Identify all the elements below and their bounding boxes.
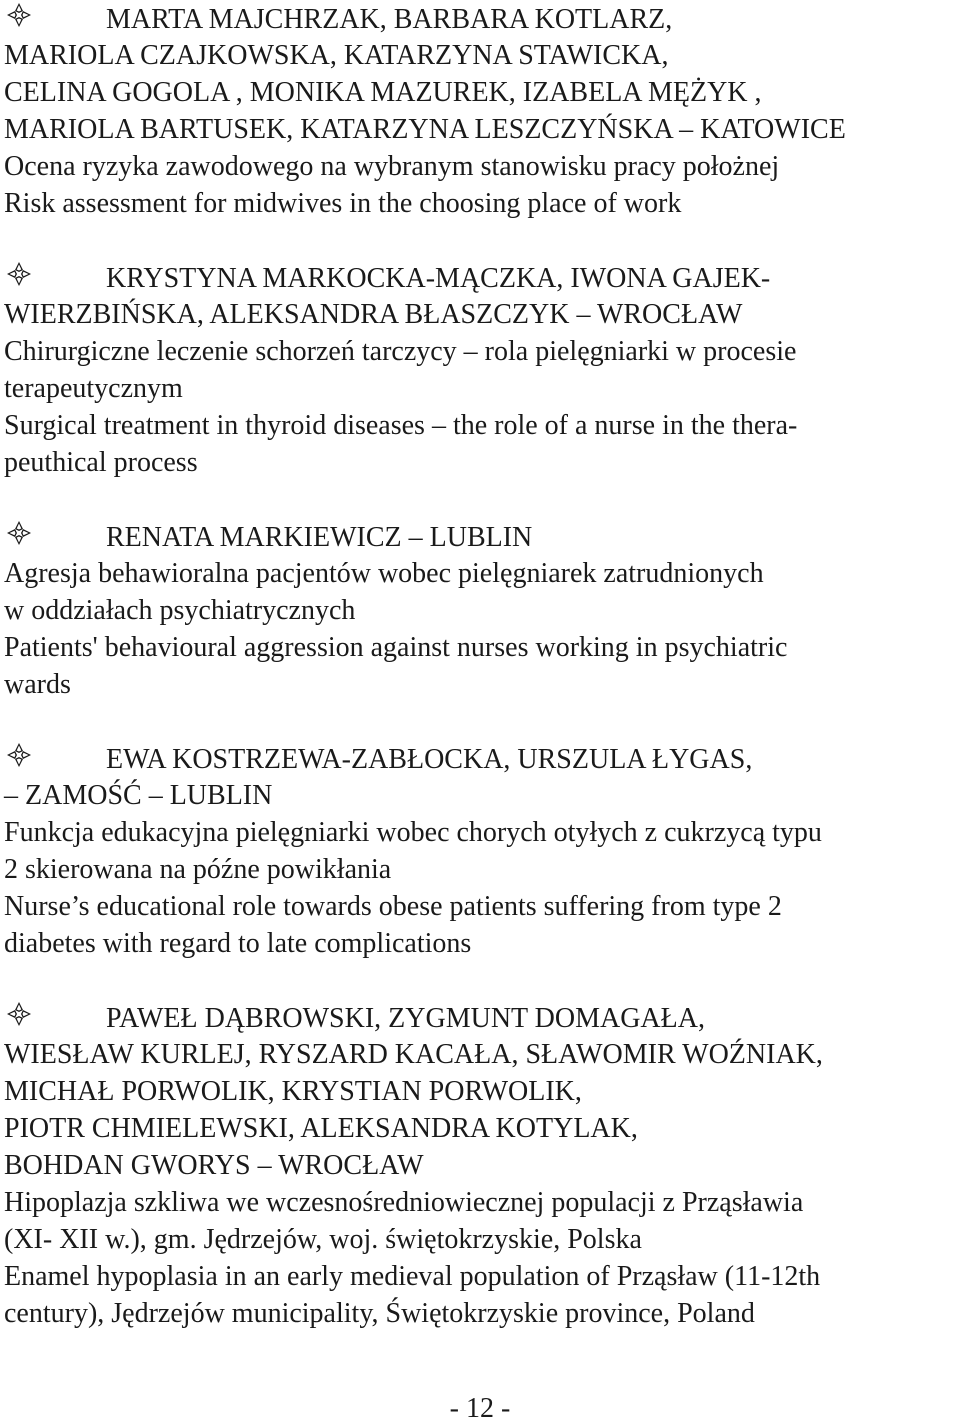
diamond-bullet-icon [4, 999, 34, 1029]
entry-1-authors-line-3: CELINA GOGOLA , MONIKA MAZUREK, IZABELA MĘŻYK , [4, 77, 762, 108]
entry-1-authors-line-2: MARIOLA CZAJKOWSKA, KATARZYNA STAWICKA, [4, 40, 669, 71]
entry-2-title-pl-line-2: terapeutycznym [4, 373, 183, 404]
entry-1-title-en: Risk assessment for midwives in the choosing place of work [4, 188, 682, 219]
diamond-bullet-icon [4, 740, 34, 770]
entry-4-title-pl-line-2: 2 skierowana na późne powikłania [4, 854, 392, 885]
entry-2-authors-line-2: WIERZBIŃSKA, ALEKSANDRA BŁASZCZYK – WROCŁAW [4, 299, 743, 330]
entry-1-title-pl: Ocena ryzyka zawodowego na wybranym stanowisku pracy położnej [4, 151, 780, 182]
entry-2-authors-line-1: KRYSTYNA MARKOCKA-MĄCZKA, IWONA GAJEK- [4, 259, 956, 297]
entry-1-authors-line-1: MARTA MAJCHRZAK, BARBARA KOTLARZ, [4, 0, 956, 38]
entry-2-title-en-line-1: Surgical treatment in thyroid diseases – the role of a nurse in the thera- [4, 410, 798, 441]
diamond-bullet-icon [4, 259, 34, 289]
entry-4-title-pl-line-1: Funkcja edukacyjna pielęgniarki wobec chorych otyłych z cukrzycą typu [4, 817, 822, 848]
diamond-bullet-icon [4, 0, 34, 30]
entry-5-authors-line-3: MICHAŁ PORWOLIK, KRYSTIAN PORWOLIK, [4, 1076, 582, 1107]
entry-3-title-en-line-1: Patients' behavioural aggression against nurses working in psychiatric [4, 632, 788, 663]
entry-5-authors-line-2: WIESŁAW KURLEJ, RYSZARD KACAŁA, SŁAWOMIR WOŹNIAK, [4, 1039, 823, 1070]
entry-4-authors-line-1: EWA KOSTRZEWA-ZABŁOCKA, URSZULA ŁYGAS, [4, 740, 956, 778]
entry-5-authors-line-4: PIOTR CHMIELEWSKI, ALEKSANDRA KOTYLAK, [4, 1113, 638, 1144]
entry-5-title-pl-line-1: Hipoplazja szkliwa we wczesnośredniowiecznej populacji z Prząsławia [4, 1187, 804, 1218]
diamond-bullet-icon [4, 518, 34, 548]
entry-3-authors-line-1: RENATA MARKIEWICZ – LUBLIN [4, 518, 956, 556]
entry-3-title-pl-line-1: Agresja behawioralna pacjentów wobec pielęgniarek zatrudnionych [4, 558, 764, 589]
entry-2-title-en-line-2: peuthical process [4, 447, 198, 478]
entry-2-title-pl-line-1: Chirurgiczne leczenie schorzeń tarczycy – rola pielęgniarki w procesie [4, 336, 797, 367]
entry-4-title-en-line-2: diabetes with regard to late complications [4, 928, 472, 959]
entry-4-authors-line-2: – ZAMOŚĆ – LUBLIN [4, 780, 273, 811]
entry-3-title-en-line-2: wards [4, 669, 71, 700]
entry-5-authors-line-5: BOHDAN GWORYS – WROCŁAW [4, 1150, 424, 1181]
entry-1-authors-line-4: MARIOLA BARTUSEK, KATARZYNA LESZCZYŃSKA – KATOWICE [4, 114, 846, 145]
page-number: - 12 - [449, 1393, 511, 1424]
entry-5-authors-line-1: PAWEŁ DĄBROWSKI, ZYGMUNT DOMAGAŁA, [4, 999, 956, 1037]
entry-5-title-pl-line-2: (XI- XII w.), gm. Jędrzejów, woj. świętokrzyskie, Polska [4, 1224, 642, 1255]
entry-3-title-pl-line-2: w oddziałach psychiatrycznych [4, 595, 356, 626]
entry-4-title-en-line-1: Nurse’s educational role towards obese patients suffering from type 2 [4, 891, 782, 922]
entry-5-title-en-line-2: century), Jędrzejów municipality, Świętokrzyskie province, Poland [4, 1298, 755, 1329]
entry-5-title-en-line-1: Enamel hypoplasia in an early medieval population of Prząsław (11-12th [4, 1261, 821, 1292]
